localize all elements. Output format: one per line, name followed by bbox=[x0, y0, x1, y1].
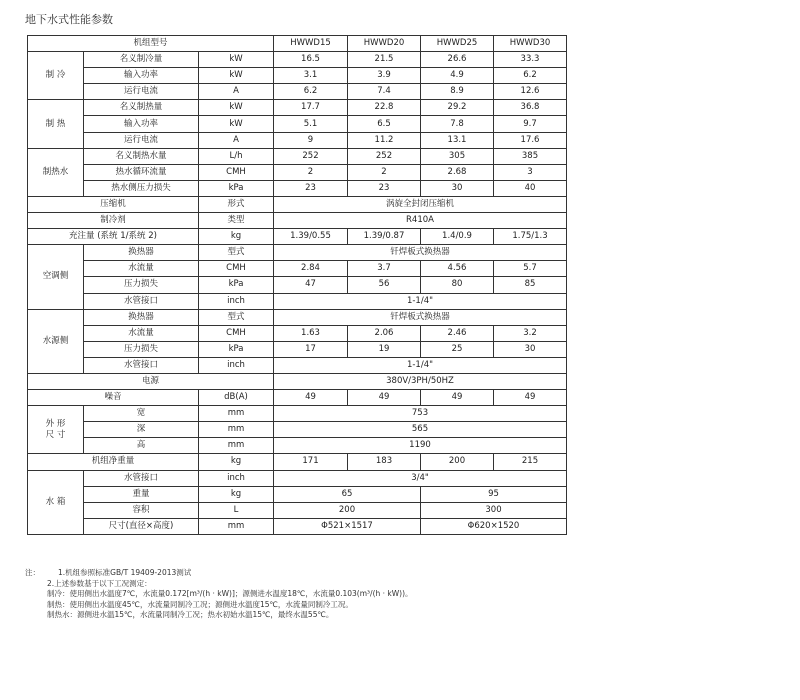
value-cell: 300 bbox=[421, 502, 567, 518]
table-row bbox=[28, 52, 567, 68]
param-label: 重量 bbox=[84, 486, 199, 502]
notes-label: 注： bbox=[25, 568, 40, 577]
unit-label: CMH bbox=[199, 261, 274, 277]
group-label bbox=[28, 406, 84, 454]
note-line: 1.机组参照标准GB/T 19409-2013测试 bbox=[58, 568, 192, 577]
value-cell: 1.4/0.9 bbox=[421, 229, 494, 245]
unit-label: 类型 bbox=[199, 213, 274, 229]
table-row bbox=[28, 100, 567, 116]
value-cell: 47 bbox=[274, 277, 348, 293]
group-label: 制热水 bbox=[28, 148, 84, 196]
value-cell: 753 bbox=[274, 406, 567, 422]
value-cell: 3.7 bbox=[348, 261, 421, 277]
value-cell: 6.5 bbox=[348, 116, 421, 132]
value-cell: 1.63 bbox=[274, 325, 348, 341]
model-name: HWWD20 bbox=[348, 36, 421, 52]
note-line: 制冷：使用侧出水温度7℃，水流量0.172[m³/(h · kW)]；源侧进水温度18℃，水流量0.103(m³/(h · kW))。 bbox=[47, 589, 413, 598]
table-row bbox=[28, 164, 567, 180]
unit-label: L bbox=[199, 502, 274, 518]
value-cell: 2.68 bbox=[421, 164, 494, 180]
param-label: 名义制热量 bbox=[84, 100, 199, 116]
model-name: HWWD15 bbox=[274, 36, 348, 52]
value-cell: 380V/3PH/50HZ bbox=[274, 373, 567, 389]
table-row bbox=[28, 196, 567, 212]
table-row bbox=[28, 486, 567, 502]
unit-label: mm bbox=[199, 438, 274, 454]
table-row bbox=[28, 261, 567, 277]
table-row bbox=[28, 132, 567, 148]
value-cell: 9 bbox=[274, 132, 348, 148]
unit-label: CMH bbox=[199, 325, 274, 341]
value-cell: 252 bbox=[348, 148, 421, 164]
table-row bbox=[28, 309, 567, 325]
value-cell: 85 bbox=[494, 277, 567, 293]
value-cell: 1.75/1.3 bbox=[494, 229, 567, 245]
param-label: 输入功率 bbox=[84, 68, 199, 84]
table-row bbox=[28, 341, 567, 357]
param-label: 容积 bbox=[84, 502, 199, 518]
table-row bbox=[28, 373, 567, 389]
value-cell: 3.1 bbox=[274, 68, 348, 84]
unit-label: kW bbox=[199, 52, 274, 68]
value-cell: 40 bbox=[494, 180, 567, 196]
value-cell: 17.6 bbox=[494, 132, 567, 148]
table-row bbox=[28, 470, 567, 486]
unit-label: 型式 bbox=[199, 309, 274, 325]
unit-label: inch bbox=[199, 357, 274, 373]
value-cell: 2.84 bbox=[274, 261, 348, 277]
value-cell: 215 bbox=[494, 454, 567, 470]
value-cell: 12.6 bbox=[494, 84, 567, 100]
value-cell: Φ521×1517 bbox=[274, 518, 421, 534]
group-label: 水源侧 bbox=[28, 309, 84, 373]
param-label: 水管接口 bbox=[84, 357, 199, 373]
value-cell: 8.9 bbox=[421, 84, 494, 100]
unit-label: mm bbox=[199, 518, 274, 534]
group-label: 制 热 bbox=[28, 100, 84, 148]
param-label: 宽 bbox=[84, 406, 199, 422]
value-cell: 1.39/0.87 bbox=[348, 229, 421, 245]
value-cell: 3 bbox=[494, 164, 567, 180]
unit-label: kPa bbox=[199, 341, 274, 357]
unit-label: mm bbox=[199, 406, 274, 422]
unit-label: kPa bbox=[199, 277, 274, 293]
value-cell: 26.6 bbox=[421, 52, 494, 68]
unit-label: A bbox=[199, 84, 274, 100]
note-line: 2.上述参数基于以下工况测定： bbox=[47, 578, 152, 588]
group-label: 水 箱 bbox=[28, 470, 84, 534]
param-label: 水管接口 bbox=[84, 470, 199, 486]
row-label: 压缩机 bbox=[28, 196, 199, 212]
value-cell: 183 bbox=[348, 454, 421, 470]
group-label-line: 外 形 bbox=[45, 418, 66, 429]
unit-label: dB(A) bbox=[199, 390, 274, 406]
table-row bbox=[28, 293, 567, 309]
value-cell: 7.8 bbox=[421, 116, 494, 132]
table-row bbox=[28, 245, 567, 261]
value-cell: 6.2 bbox=[494, 68, 567, 84]
unit-label: kW bbox=[199, 68, 274, 84]
value-cell: 29.2 bbox=[421, 100, 494, 116]
value-cell: 1-1/4" bbox=[274, 293, 567, 309]
param-label: 高 bbox=[84, 438, 199, 454]
unit-label: kPa bbox=[199, 180, 274, 196]
param-label: 压力损失 bbox=[84, 277, 199, 293]
unit-label: kg bbox=[199, 229, 274, 245]
value-cell: 49 bbox=[494, 390, 567, 406]
table-row bbox=[28, 406, 567, 422]
value-cell: 33.3 bbox=[494, 52, 567, 68]
value-cell: 4.56 bbox=[421, 261, 494, 277]
value-cell: 钎焊板式换热器 bbox=[274, 245, 567, 261]
value-cell: 65 bbox=[274, 486, 421, 502]
unit-label: mm bbox=[199, 422, 274, 438]
value-cell: 95 bbox=[421, 486, 567, 502]
unit-label: 型式 bbox=[199, 245, 274, 261]
value-cell: 钎焊板式换热器 bbox=[274, 309, 567, 325]
page-title: 地下水式性能参数 bbox=[25, 13, 113, 26]
value-cell: 21.5 bbox=[348, 52, 421, 68]
table-row bbox=[28, 438, 567, 454]
value-cell: Φ620×1520 bbox=[421, 518, 567, 534]
value-cell: 5.7 bbox=[494, 261, 567, 277]
param-label: 水流量 bbox=[84, 261, 199, 277]
unit-label: L/h bbox=[199, 148, 274, 164]
table-row bbox=[28, 68, 567, 84]
table-row bbox=[28, 229, 567, 245]
unit-label: A bbox=[199, 132, 274, 148]
group-label-line: 尺 寸 bbox=[45, 429, 66, 440]
param-label: 水流量 bbox=[84, 325, 199, 341]
table-row bbox=[28, 116, 567, 132]
table-row bbox=[28, 454, 567, 470]
value-cell: 80 bbox=[421, 277, 494, 293]
value-cell: 49 bbox=[348, 390, 421, 406]
model-name: HWWD30 bbox=[494, 36, 567, 52]
unit-label: CMH bbox=[199, 164, 274, 180]
value-cell: 1-1/4" bbox=[274, 357, 567, 373]
table-row bbox=[28, 213, 567, 229]
row-label: 充注量 (系统 1/系统 2) bbox=[28, 229, 199, 245]
param-label: 运行电流 bbox=[84, 84, 199, 100]
param-label: 运行电流 bbox=[84, 132, 199, 148]
value-cell: 200 bbox=[274, 502, 421, 518]
value-cell: 3.2 bbox=[494, 325, 567, 341]
row-label: 机组净重量 bbox=[28, 454, 199, 470]
table-row bbox=[28, 390, 567, 406]
value-cell: 49 bbox=[274, 390, 348, 406]
note-line: 制热：使用侧出水温度45℃，水流量同制冷工况；源侧进水温度15℃，水流量同制冷工况。 bbox=[47, 599, 353, 609]
value-cell: 56 bbox=[348, 277, 421, 293]
param-label: 换热器 bbox=[84, 309, 199, 325]
value-cell: 200 bbox=[421, 454, 494, 470]
value-cell: 49 bbox=[421, 390, 494, 406]
param-label: 压力损失 bbox=[84, 341, 199, 357]
param-label: 水管接口 bbox=[84, 293, 199, 309]
table-row bbox=[28, 518, 567, 534]
unit-label: kW bbox=[199, 100, 274, 116]
value-cell: 565 bbox=[274, 422, 567, 438]
value-cell: 19 bbox=[348, 341, 421, 357]
param-label: 输入功率 bbox=[84, 116, 199, 132]
unit-label: 形式 bbox=[199, 196, 274, 212]
value-cell: 2 bbox=[274, 164, 348, 180]
value-cell: 23 bbox=[274, 180, 348, 196]
value-cell: 3/4" bbox=[274, 470, 567, 486]
value-cell: 2 bbox=[348, 164, 421, 180]
param-label: 尺寸(直径×高度) bbox=[84, 518, 199, 534]
header-row bbox=[28, 36, 567, 52]
value-cell: 385 bbox=[494, 148, 567, 164]
param-label: 深 bbox=[84, 422, 199, 438]
row-label: 电源 bbox=[28, 373, 274, 389]
model-name: HWWD25 bbox=[421, 36, 494, 52]
value-cell: 13.1 bbox=[421, 132, 494, 148]
value-cell: 23 bbox=[348, 180, 421, 196]
spec-table bbox=[27, 35, 567, 535]
value-cell: 7.4 bbox=[348, 84, 421, 100]
value-cell: 11.2 bbox=[348, 132, 421, 148]
param-label: 热水循环流量 bbox=[84, 164, 199, 180]
table-row bbox=[28, 277, 567, 293]
value-cell: 4.9 bbox=[421, 68, 494, 84]
value-cell: 2.06 bbox=[348, 325, 421, 341]
notes bbox=[25, 568, 413, 621]
value-cell: 252 bbox=[274, 148, 348, 164]
value-cell: 17.7 bbox=[274, 100, 348, 116]
value-cell: R410A bbox=[274, 213, 567, 229]
value-cell: 2.46 bbox=[421, 325, 494, 341]
table-row bbox=[28, 325, 567, 341]
value-cell: 1.39/0.55 bbox=[274, 229, 348, 245]
group-label: 空调侧 bbox=[28, 245, 84, 309]
value-cell: 16.5 bbox=[274, 52, 348, 68]
value-cell: 1190 bbox=[274, 438, 567, 454]
unit-label: kg bbox=[199, 486, 274, 502]
table-row bbox=[28, 422, 567, 438]
value-cell: 17 bbox=[274, 341, 348, 357]
value-cell: 3.9 bbox=[348, 68, 421, 84]
value-cell: 5.1 bbox=[274, 116, 348, 132]
group-label: 制 冷 bbox=[28, 52, 84, 100]
table-row bbox=[28, 502, 567, 518]
unit-label: inch bbox=[199, 470, 274, 486]
value-cell: 25 bbox=[421, 341, 494, 357]
row-label: 制冷剂 bbox=[28, 213, 199, 229]
row-label: 噪音 bbox=[28, 390, 199, 406]
value-cell: 6.2 bbox=[274, 84, 348, 100]
value-cell: 36.8 bbox=[494, 100, 567, 116]
value-cell: 305 bbox=[421, 148, 494, 164]
param-label: 换热器 bbox=[84, 245, 199, 261]
value-cell: 30 bbox=[494, 341, 567, 357]
value-cell: 22.8 bbox=[348, 100, 421, 116]
table-row bbox=[28, 84, 567, 100]
param-label: 名义制热水量 bbox=[84, 148, 199, 164]
unit-label: kW bbox=[199, 116, 274, 132]
table-row bbox=[28, 148, 567, 164]
table-row bbox=[28, 357, 567, 373]
model-label: 机组型号 bbox=[28, 36, 274, 52]
unit-label: inch bbox=[199, 293, 274, 309]
value-cell: 171 bbox=[274, 454, 348, 470]
unit-label: kg bbox=[199, 454, 274, 470]
param-label: 热水侧压力损失 bbox=[84, 180, 199, 196]
param-label: 名义制冷量 bbox=[84, 52, 199, 68]
value-cell: 9.7 bbox=[494, 116, 567, 132]
note-line: 制热水：源侧进水温15℃，水流量同制冷工况；热水初始水温15℃，最终水温55℃。 bbox=[47, 610, 334, 619]
value-cell: 30 bbox=[421, 180, 494, 196]
table-row bbox=[28, 180, 567, 196]
value-cell: 涡旋全封闭压缩机 bbox=[274, 196, 567, 212]
